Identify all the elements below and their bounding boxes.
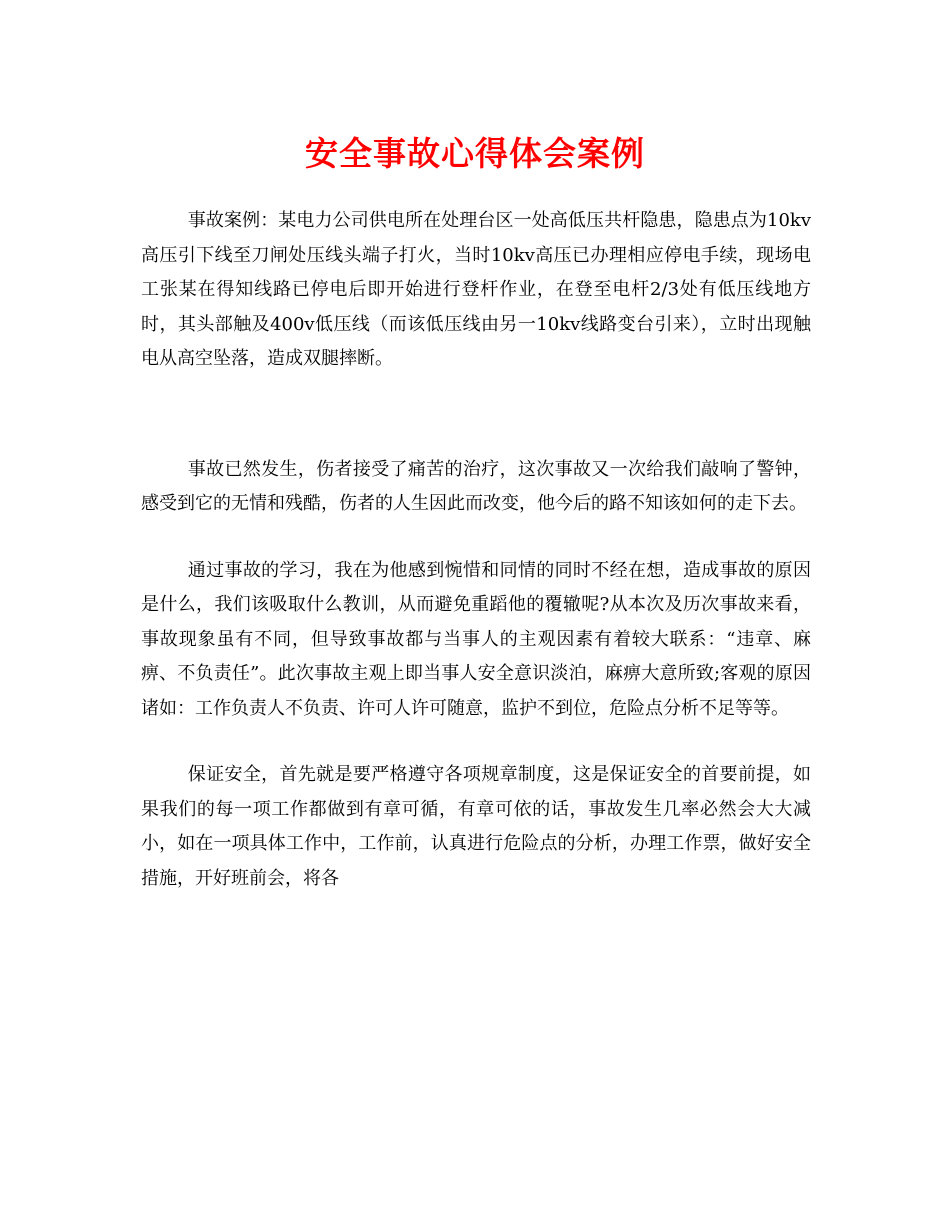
document-body [141,204,811,896]
paragraph-aftermath: 事故已然发生，伤者接受了痛苦的治疗，这次事故又一次给我们敲响了警钟，感受到它的无情和残酷，伤者的人生因此而改变，他今后的路不知该如何的走下去。 [141,458,811,514]
document-title: 安全事故心得体会案例 [305,134,645,173]
paragraph-accident-case: 事故案例：某电力公司供电所在处理台区一处高低压共杆隐患，隐患点为10kv高压引下线至刀闸处压线头端子打火，当时10kv高压已办理相应停电手续，现场电工张某在得知线路已停电后即开始进行登杆作业，在登至电杆2/3处有低压线地方时，其头部触及400v低压线（而该低压线由另一10kv线路变台引来），立时出现触电从高空坠落，造成双腿摔断。 [141,210,811,369]
paragraph-safety-rules: 保证安全，首先就是要严格遵守各项规章制度，这是保证安全的首要前提，如果我们的每一项工作都做到有章可循，有章可依的话，事故发生几率必然会大大减小，如在一项具体工作中，工作前，认真进行危险点的分析，办理工作票，做好安全措施，开好班前会，将各 [141,764,811,889]
paragraph-lessons: 通过事故的学习，我在为他感到惋惜和同情的同时不经在想，造成事故的原因是什么，我们该吸取什么教训，从而避免重蹈他的覆辙呢?从本次及历次事故来看，事故现象虽有不同，但导致事故都与当事人的主观因素有着较大联系：“违章、麻痹、不负责任”。此次事故主观上即当事人安全意识淡泊，麻痹大意所致;客观的原因诸如：工作负责人不负责、许可人许可随意，监护不到位，危险点分析不足等等。 [141,559,811,719]
